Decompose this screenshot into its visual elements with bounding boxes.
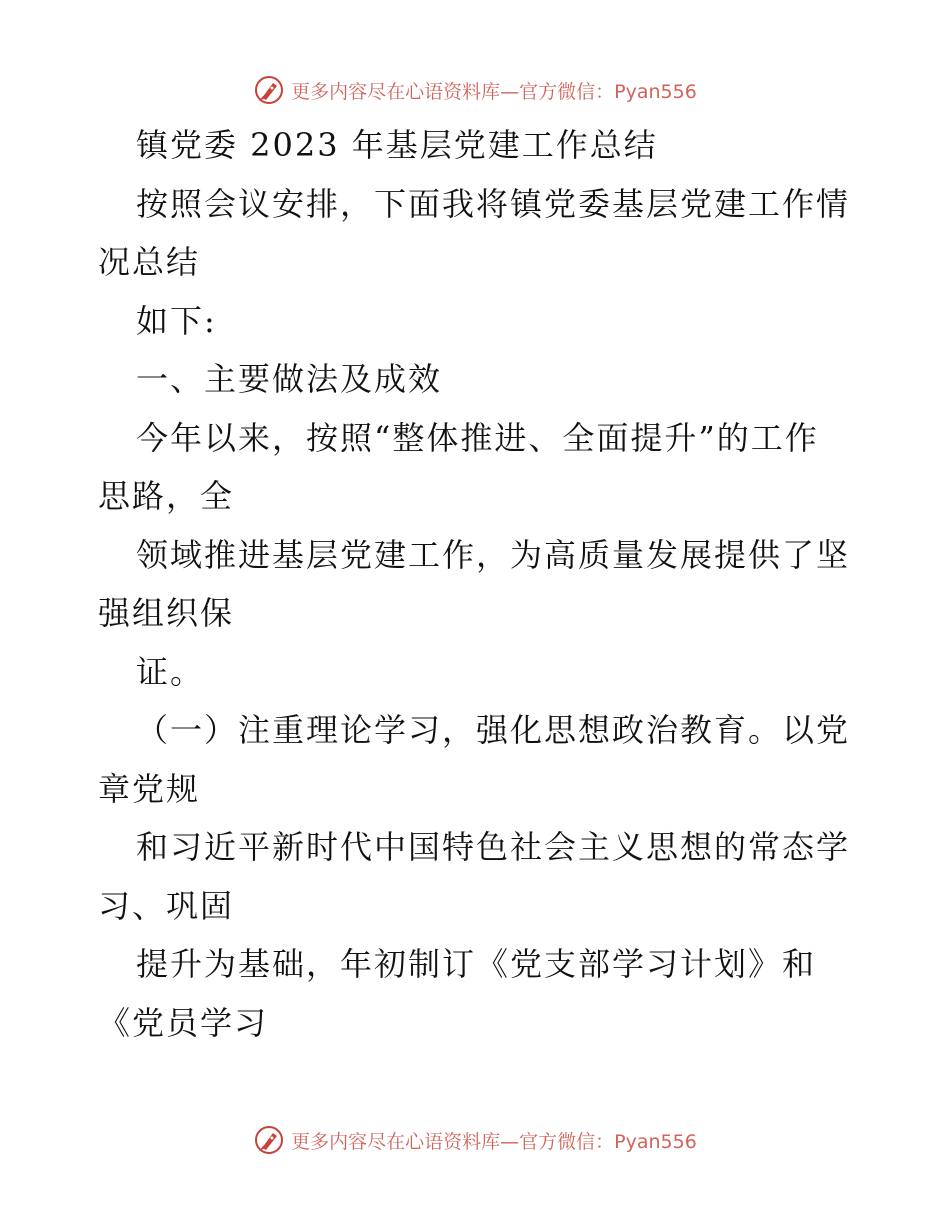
text-line: 提升为基础，年初制订《党支部学习计划》和 [136,945,817,983]
pen-nib-logo-icon [253,74,285,106]
header-watermark-banner [0,70,950,110]
text-line: 一、主要做法及成效 [136,360,443,398]
footer-watermark-banner [0,1120,950,1160]
text-line: 和习近平新时代中国特色社会主义思想的常态学 [136,828,851,866]
text-line: 强组织保 [98,594,235,632]
text-line: 今年以来，按照“整体推进、全面提升”的工作 [136,418,819,457]
text-line: （一）注重理论学习，强化思想政治教育。以党 [136,711,851,749]
document-body [98,116,858,1052]
text-line: 按照会议安排，下面我将镇党委基层党建工作情 [136,184,851,223]
text-line: 如下: [136,301,217,340]
watermark-text: 更多内容尽在心语资料库—官方微信：Pyan556 [291,1130,697,1153]
watermark-text: 更多内容尽在心语资料库—官方微信：Pyan556 [291,80,697,103]
text-line: 思路，全 [98,477,235,515]
text-line: 习、巩固 [98,886,235,925]
pen-nib-logo-icon [253,1124,285,1156]
text-line: 况总结 [98,243,201,281]
text-line: 证。 [136,652,205,691]
text-line: 章党规 [98,769,201,808]
text-line: 领域推进基层党建工作，为高质量发展提供了坚 [136,535,851,574]
text-line: 《党员学习 [98,1003,269,1042]
document-title: 镇党委 2023 年基层党建工作总结 [136,126,658,164]
